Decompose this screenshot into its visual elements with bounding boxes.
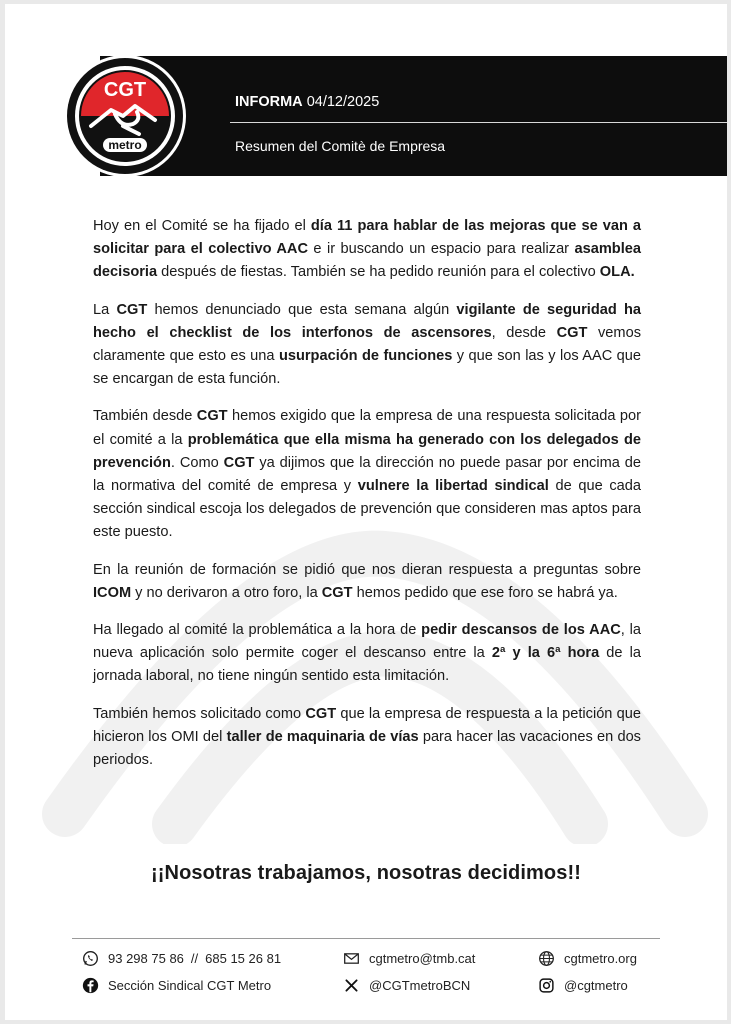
bold-text: 2ª y la 6ª hora <box>491 645 600 662</box>
text-run: Ha llegado al comité la problemática a la hora de <box>93 622 422 639</box>
slogan: ¡¡Nosotras trabajamos, nosotras decidimos!! <box>151 862 581 884</box>
text-run: para hacer las vacaciones en dos periodos. <box>93 728 641 769</box>
text-run: También desde <box>93 408 197 425</box>
bold-text: vigilante de seguridad ha hecho el checklist de los interfonos de ascensores <box>93 301 641 341</box>
facebook-text: Sección Sindical CGT Metro <box>108 978 272 993</box>
cgt-metro-logo <box>63 54 187 178</box>
mail-icon <box>343 950 360 967</box>
paragraph <box>93 559 641 605</box>
text-run: de la jornada laboral, no tiene ningún sentido esta limitación. <box>93 645 641 685</box>
text-run: hemos exigido que la empresa de una respuesta solicitada por el comité a la <box>93 408 641 448</box>
instagram-handle: @cgtmetro <box>564 978 628 993</box>
text-run: que la empresa de respuesta a la petición que hicieron los OMI del <box>93 705 641 745</box>
text-run: e ir buscando un espacio para realizar <box>308 241 575 258</box>
bold-text: pedir descansos de los AAC <box>421 622 621 639</box>
logo-bottom-text: metro <box>108 138 142 152</box>
text-run: , desde <box>491 324 557 341</box>
text-run: hemos pedido que ese foro se habrá ya. <box>352 584 618 601</box>
header-date: 04/12/2025 <box>306 94 380 110</box>
text-run: Hoy en el Comité se ha fijado el <box>93 218 311 234</box>
x-icon <box>343 977 360 994</box>
bold-text: CGT <box>223 454 255 471</box>
footer-x[interactable] <box>343 977 470 994</box>
bold-text: CGT <box>116 301 148 318</box>
bold-text: asamblea decisoria <box>93 241 641 281</box>
footer-divider <box>72 938 660 939</box>
bold-text: día 11 para hablar de las mejoras que se van a solicitar para el colectivo AAC <box>93 218 641 258</box>
text-run: de que cada sección sindical escoja los delegados de prevención que consideren mas aptos para este puesto. <box>93 478 641 541</box>
bold-text: usurpación de funciones <box>278 348 453 365</box>
header-band <box>100 56 727 176</box>
text-run: , la nueva aplicación solo permite coger el descanso entre la <box>93 622 642 662</box>
document-page <box>5 4 727 1020</box>
paragraph <box>93 215 641 285</box>
footer-email[interactable] <box>343 950 475 967</box>
facebook-icon <box>82 977 99 994</box>
text-run: . Como <box>170 454 224 471</box>
footer-website[interactable] <box>538 950 637 967</box>
bold-text: CGT <box>321 584 353 601</box>
header-title <box>235 94 379 110</box>
bold-text: vulnere la libertad sindical <box>357 478 549 495</box>
footer-facebook[interactable] <box>82 977 271 994</box>
bold-text: CGT <box>305 705 337 722</box>
header-label: INFORMA <box>235 94 303 110</box>
paragraph <box>93 619 641 689</box>
footer-instagram[interactable] <box>538 977 628 994</box>
x-handle: @CGTmetroBCN <box>369 978 471 993</box>
instagram-icon <box>538 977 555 994</box>
paragraph <box>93 299 641 392</box>
header-divider <box>230 122 727 123</box>
bold-text: CGT <box>196 408 228 425</box>
text-run: La <box>93 301 117 318</box>
bold-text: OLA. <box>599 264 635 281</box>
phone-2: 685 15 26 81 <box>205 951 282 966</box>
email-text: cgtmetro@tmb.cat <box>369 951 476 966</box>
text-run: En la reunión de formación se pidió que nos dieran respuesta a preguntas sobre <box>93 561 641 578</box>
paragraph <box>93 703 641 773</box>
bold-text: problemática que ella misma ha generado con los delegados de prevención <box>93 431 641 471</box>
footer-phones <box>82 950 281 967</box>
bold-text: ICOM <box>93 584 132 601</box>
text-run: También hemos solicitado como <box>93 705 306 722</box>
text-run: ya dijimos que la dirección no puede pasar por encima de la normativa del comité de empresa y <box>93 454 642 495</box>
logo-top-text: CGT <box>103 79 147 101</box>
text-run: y no derivaron a otro foro, la <box>131 584 322 601</box>
bold-text: taller de maquinaria de vías <box>226 728 419 745</box>
bold-text: CGT <box>556 324 588 341</box>
header-subtitle: Resumen del Comitè de Empresa <box>235 138 446 154</box>
text-run: después de fiestas. También se ha pedido reunión para el colectivo <box>157 264 600 281</box>
globe-icon <box>538 950 555 967</box>
text-run: y que son las y los AAC que se encargan de esta función. <box>93 348 641 388</box>
phone-separator: // <box>190 951 199 966</box>
text-run: hemos denunciado que esta semana algún <box>147 301 457 318</box>
whatsapp-icon <box>82 950 99 967</box>
document-body <box>93 215 641 786</box>
phone-1: 93 298 75 86 <box>108 951 184 966</box>
website-text: cgtmetro.org <box>564 951 637 966</box>
text-run: vemos claramente que esto es una <box>93 324 641 365</box>
paragraph <box>93 405 641 544</box>
